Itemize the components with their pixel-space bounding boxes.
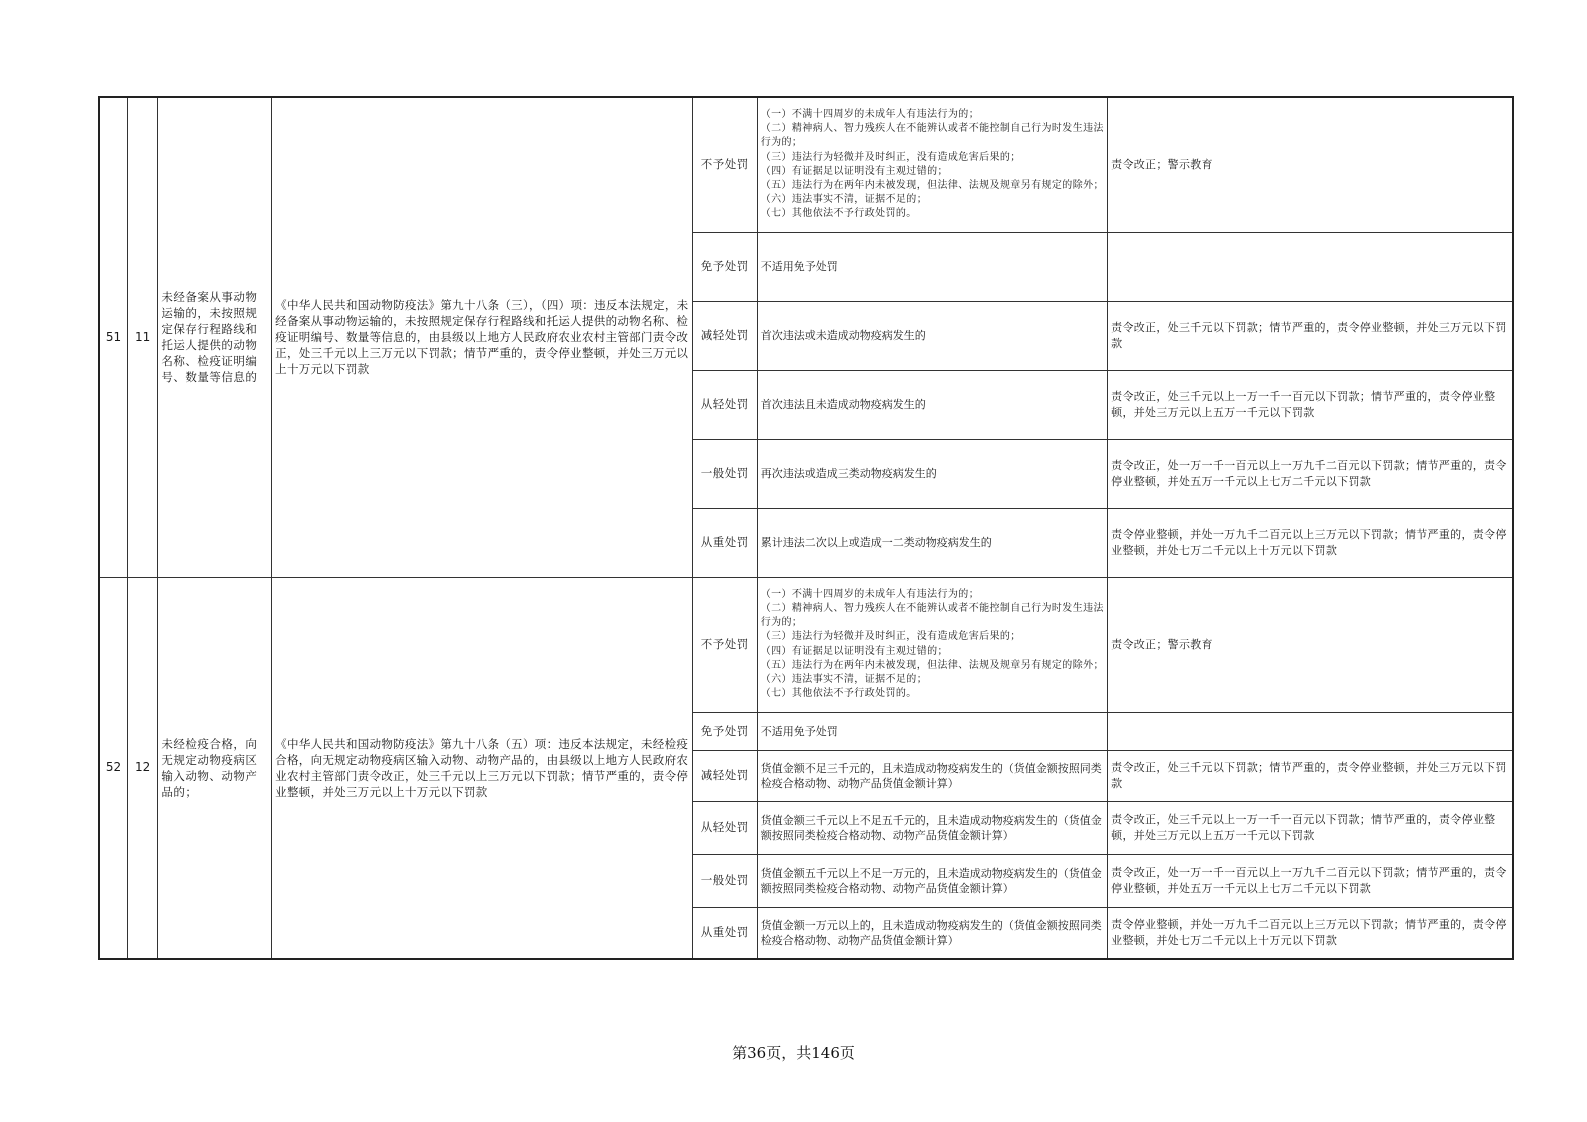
condition-item: （四）有证据足以证明没有主观过错的；	[760, 165, 948, 177]
condition-item: （三）违法行为轻微并及时纠正，没有造成危害后果的；	[760, 151, 1021, 163]
legal-basis: 《中华人民共和国动物防疫法》第九十八条（五）项：违反本法规定，未经检疫合格，向无规定动物疫病区输入动物、动物产品的，由县级以上地方人民政府农业农村主管部门责令改正，处三千元以上三万元以下罚款；情节严重的，责令停业整顿，并处三万元以上十万元以下罚款	[272, 577, 693, 959]
penalty-measure: 责令改正，处一万一千一百元以上一万九千二百元以下罚款；情节严重的，责令停业整顿，并处五万一千元以上七万二千元以下罚款	[1108, 439, 1513, 508]
condition-item: （二）精神病人、智力残疾人在不能辨认或者不能控制自己行为时发生违法行为的；	[760, 123, 1104, 149]
penalty-type: 免予处罚	[692, 712, 757, 750]
applicable-conditions	[757, 97, 1107, 232]
penalty-measure: 责令改正；警示教育	[1108, 577, 1513, 712]
applicable-condition: 货值金额五千元以上不足一万元的，且未造成动物疫病发生的（货值金额按照同类检疫合格动物、动物产品货值金额计算）	[757, 854, 1107, 907]
violation-behavior: 未经检疫合格，向无规定动物疫病区输入动物、动物产品的；	[158, 577, 272, 959]
penalty-measure: 责令改正；警示教育	[1108, 97, 1513, 232]
condition-item: （三）违法行为轻微并及时纠正，没有造成危害后果的；	[760, 631, 1021, 643]
condition-item: （六）违法事实不清，证据不足的；	[760, 673, 928, 685]
condition-item: （一）不满十四周岁的未成年人有违法行为的；	[760, 588, 980, 600]
penalty-type: 从重处罚	[692, 907, 757, 959]
condition-item: （七）其他依法不予行政处罚的。	[760, 688, 917, 700]
condition-item: （二）精神病人、智力残疾人在不能辨认或者不能控制自己行为时发生违法行为的；	[760, 602, 1104, 629]
condition-item: （四）有证据足以证明没有主观过错的；	[760, 645, 948, 657]
applicable-condition: 货值金额一万元以上的，且未造成动物疫病发生的（货值金额按照同类检疫合格动物、动物产品货值金额计算）	[757, 907, 1107, 959]
condition-item: （五）违法行为在两年内未被发现，但法律、法规及规章另有规定的除外；	[760, 179, 1104, 191]
table-row	[99, 97, 1513, 232]
penalty-discretion-table	[98, 96, 1514, 960]
condition-item: （七）其他依法不予行政处罚的。	[760, 208, 917, 220]
penalty-type: 不予处罚	[692, 97, 757, 232]
penalty-type: 从轻处罚	[692, 370, 757, 439]
penalty-type: 不予处罚	[692, 577, 757, 712]
seq-number: 51	[99, 97, 127, 577]
applicable-condition: 货值金额三千元以上不足五千元的，且未造成动物疫病发生的（货值金额按照同类检疫合格动物、动物产品货值金额计算）	[757, 801, 1107, 854]
seq-number: 52	[99, 577, 127, 959]
penalty-type: 减轻处罚	[692, 301, 757, 370]
page-number: 第36页，共146页	[732, 1044, 855, 1062]
penalty-measure: 责令停业整顿，并处一万九千二百元以上三万元以下罚款；情节严重的，责令停业整顿，并处七万二千元以上十万元以下罚款	[1108, 907, 1513, 959]
table-row	[99, 577, 1513, 712]
penalty-measure	[1108, 712, 1513, 750]
penalty-measure: 责令改正，处一万一千一百元以上一万九千二百元以下罚款；情节严重的，责令停业整顿，并处五万一千元以上七万二千元以下罚款	[1108, 854, 1513, 907]
penalty-measure: 责令改正，处三千元以上一万一千一百元以下罚款；情节严重的，责令停业整顿，并处三万元以上五万一千元以下罚款	[1108, 801, 1513, 854]
applicable-condition: 首次违法且未造成动物疫病发生的	[757, 370, 1107, 439]
condition-item: （六）违法事实不清，证据不足的；	[760, 194, 928, 206]
penalty-type: 一般处罚	[692, 854, 757, 907]
applicable-condition: 不适用免予处罚	[757, 712, 1107, 750]
sub-seq-number: 11	[127, 97, 157, 577]
penalty-type: 一般处罚	[692, 439, 757, 508]
legal-basis: 《中华人民共和国动物防疫法》第九十八条（三），（四）项：违反本法规定，未经备案从事动物运输的，未按照规定保存行程路线和托运人提供的动物名称、检疫证明编号、数量等信息的，由县级以上地方人民政府农业农村主管部门责令改正，处三千元以上三万元以下罚款；情节严重的，责令停业整顿，并处三万元以上十万元以下罚款	[272, 97, 693, 577]
applicable-condition: 首次违法或未造成动物疫病发生的	[757, 301, 1107, 370]
penalty-measure: 责令改正，处三千元以上一万一千一百元以下罚款；情节严重的，责令停业整顿，并处三万元以上五万一千元以下罚款	[1108, 370, 1513, 439]
penalty-type: 免予处罚	[692, 232, 757, 301]
applicable-condition: 不适用免予处罚	[757, 232, 1107, 301]
violation-behavior: 未经备案从事动物运输的，未按照规定保存行程路线和托运人提供的动物名称、检疫证明编号、数量等信息的	[158, 97, 272, 577]
applicable-condition: 累计违法二次以上或造成一二类动物疫病发生的	[757, 508, 1107, 577]
penalty-measure: 责令改正，处三千元以下罚款；情节严重的，责令停业整顿，并处三万元以下罚款	[1108, 301, 1513, 370]
penalty-type: 从重处罚	[692, 508, 757, 577]
condition-item: （五）违法行为在两年内未被发现，但法律、法规及规章另有规定的除外；	[760, 659, 1104, 671]
condition-item: （一）不满十四周岁的未成年人有违法行为的；	[760, 108, 980, 120]
applicable-condition: 再次违法或造成三类动物疫病发生的	[757, 439, 1107, 508]
applicable-conditions	[757, 577, 1107, 712]
penalty-type: 减轻处罚	[692, 750, 757, 801]
sub-seq-number: 12	[127, 577, 157, 959]
penalty-measure: 责令改正，处三千元以下罚款；情节严重的，责令停业整顿，并处三万元以下罚款	[1108, 750, 1513, 801]
applicable-condition: 货值金额不足三千元的，且未造成动物疫病发生的（货值金额按照同类检疫合格动物、动物产品货值金额计算）	[757, 750, 1107, 801]
penalty-type: 从轻处罚	[692, 801, 757, 854]
penalty-measure	[1108, 232, 1513, 301]
penalty-measure: 责令停业整顿，并处一万九千二百元以上三万元以下罚款；情节严重的，责令停业整顿，并处七万二千元以上十万元以下罚款	[1108, 508, 1513, 577]
